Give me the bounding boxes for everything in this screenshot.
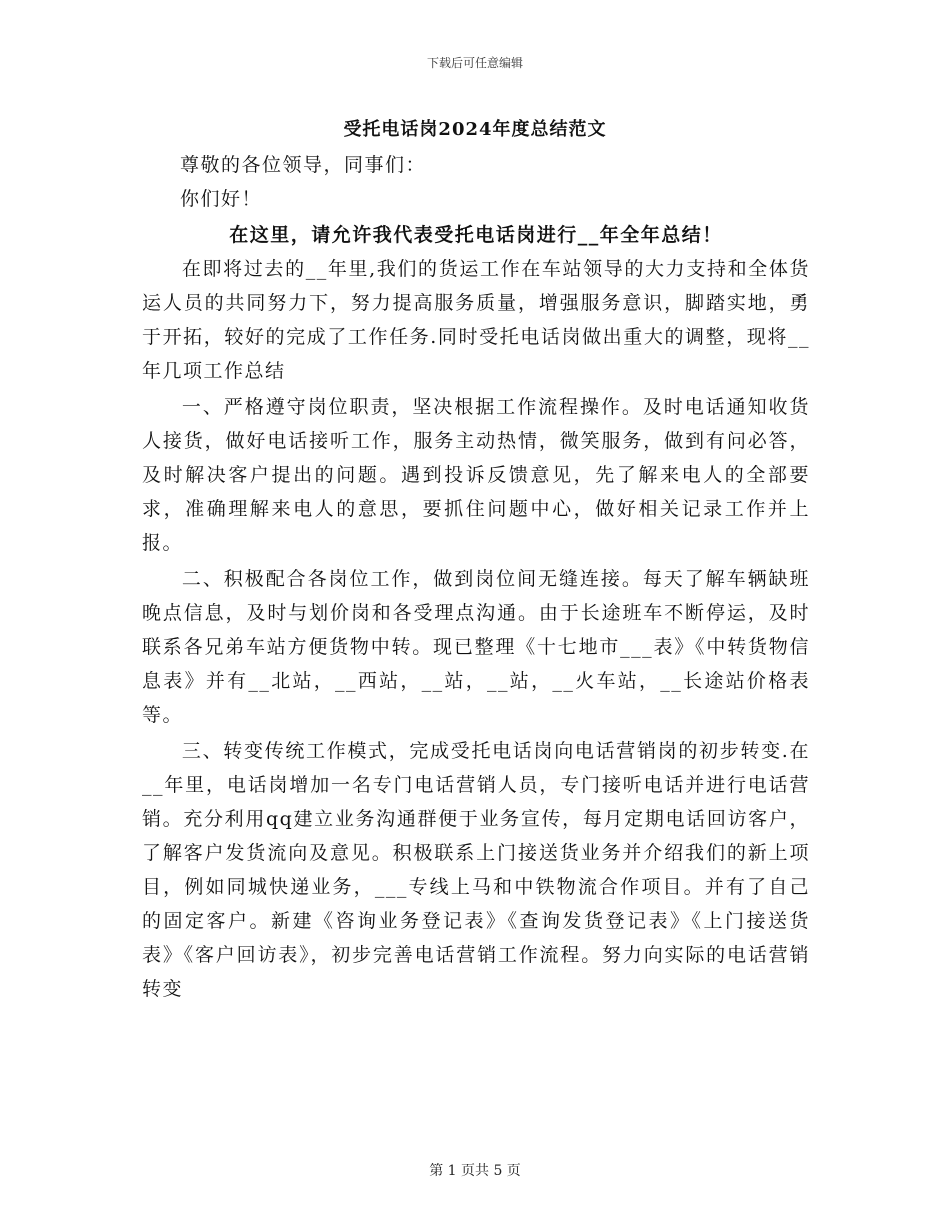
page-number: 第 1 页共 5 页 <box>429 1163 521 1179</box>
paragraph-intro: 在即将过去的__年里,我们的货运工作在车站领导的大力支持和全体货运人员的共同努力下，努力提高服务质量，增强服务意识，脚踏实地，勇于开拓，较好的完成了工作任务.同时受托电话岗做出重大的调整，现将__年几项工作总结 <box>142 258 810 382</box>
greeting: 你们好！ <box>180 188 263 210</box>
salutation: 尊敬的各位领导，同事们： <box>180 154 427 176</box>
document-title: 受托电话岗2024年度总结范文 <box>343 119 607 140</box>
paragraph-section-2: 二、积极配合各岗位工作，做到岗位间无缝连接。每天了解车辆缺班晚点信息，及时与划价岗和各受理点沟通。由于长途班车不断停运，及时联系各兄弟车站方便货物中转。现已整理《十七地市___表》《中转货物信息表》并有__北站，__西站，__站，__站，__火车站，__长途站价格表等。 <box>142 568 810 726</box>
header-note: 下载后可任意编辑 <box>426 56 523 70</box>
document-body <box>142 148 810 1006</box>
paragraph-section-1: 一、严格遵守岗位职责，坚决根据工作流程操作。及时电话通知收货人接货，做好电话接听工作，服务主动热情，微笑服务，做到有问必答，及时解决客户提出的问题。遇到投诉反馈意见，先了解来电人的全部要求，准确理解来电人的意思，要抓住问题中心，做好相关记录工作并上报。 <box>142 396 810 554</box>
intro-heading: 在这里，请允许我代表受托电话岗进行__年全年总结！ <box>229 224 723 246</box>
paragraph-section-3: 三、转变传统工作模式，完成受托电话岗向电话营销岗的初步转变.在__年里，电话岗增加一名专门电话营销人员，专门接听电话并进行电话营销。充分利用qq建立业务沟通群便于业务宣传，每月定期电话回访客户，了解客户发货流向及意见。积极联系上门接送货业务并介绍我们的新上项目，例如同城快递业务，___专线上马和中铁物流合作项目。并有了自己的固定客户。新建《咨询业务登记表》《查询发货登记表》《上门接送货表》《客户回访表》，初步完善电话营销工作流程。努力向实际的电话营销转变 <box>142 740 810 1000</box>
